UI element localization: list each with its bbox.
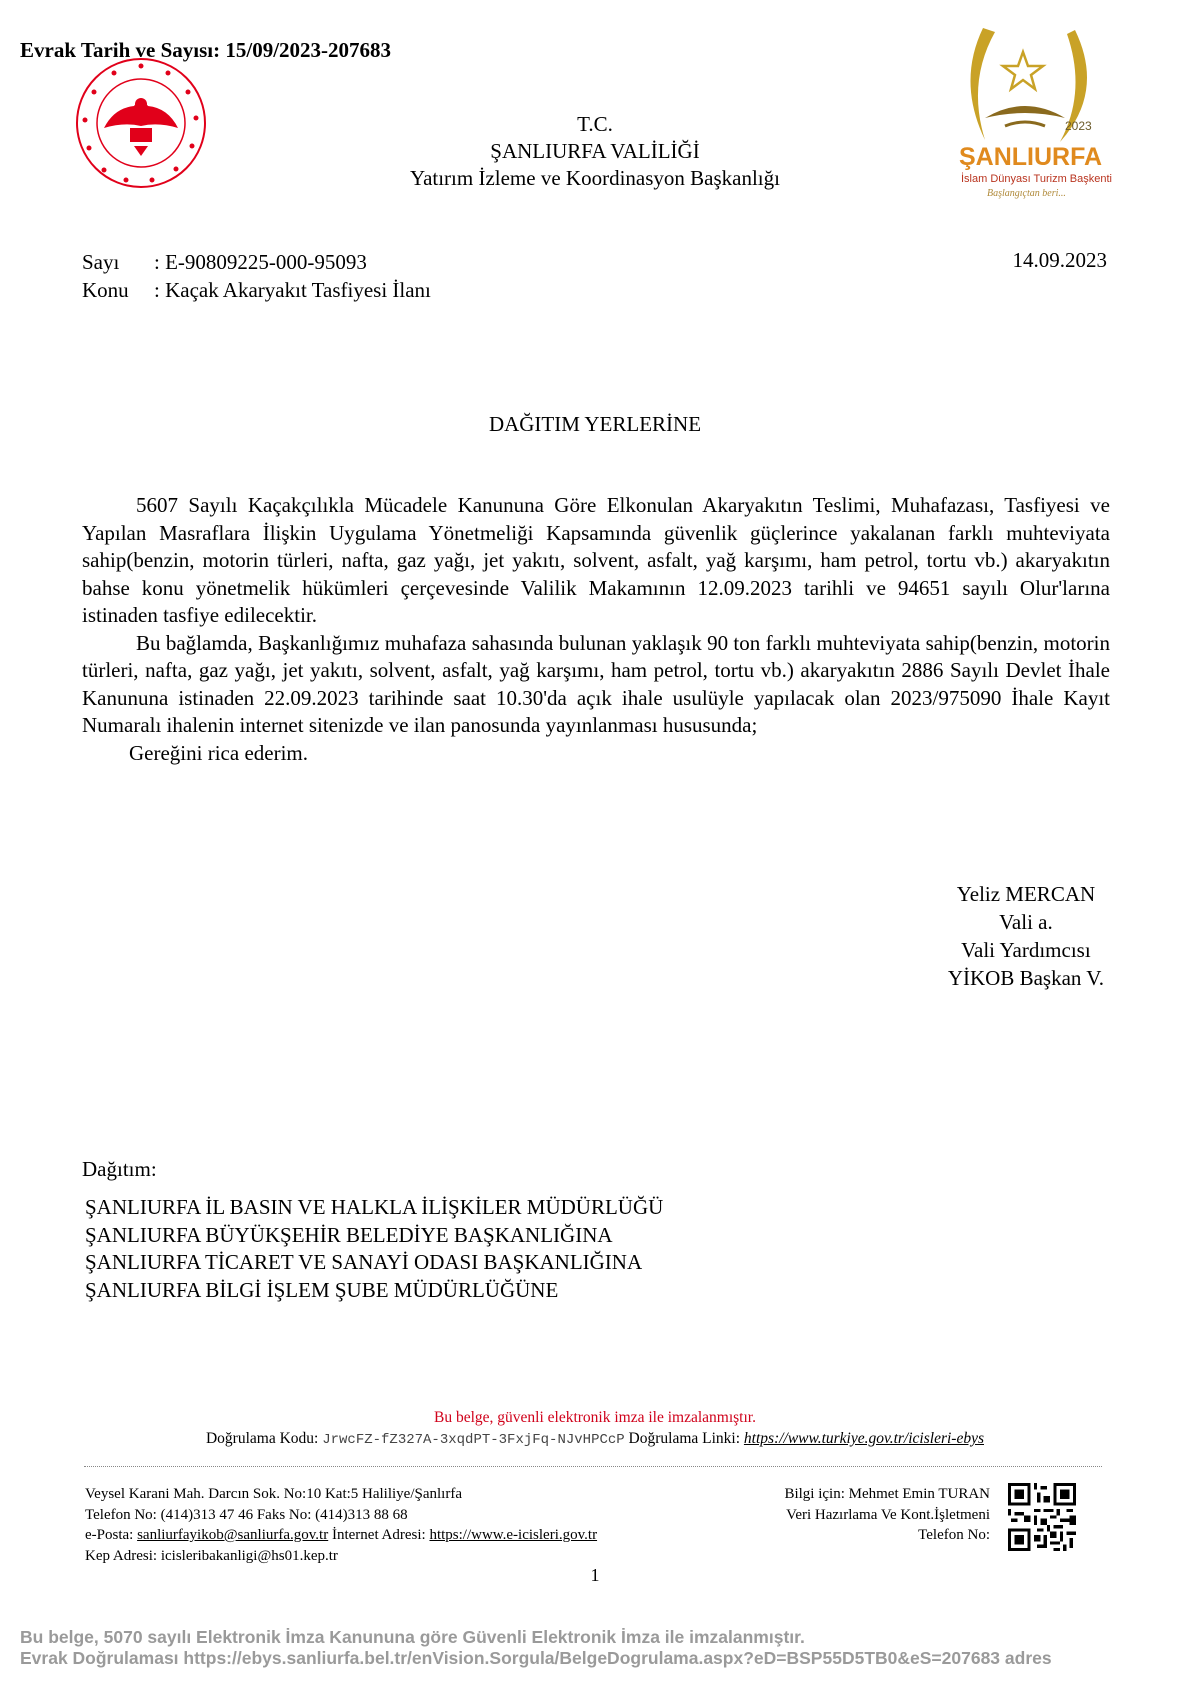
signer-role: YİKOB Başkan V. [947,966,1104,990]
stamp-line-1: Bu belge, 5070 sayılı Elektronik İmza Kanununa göre Güvenli Elektronik İmza ile imzalanmıştır. [20,1627,805,1647]
phone-fax: Telefon No: (414)313 47 46 Faks No: (414)313 88 68 [85,1506,408,1523]
contact-block [784,1484,990,1546]
logo-year: 2023 [1065,119,1092,133]
document-date: 14.09.2023 [1012,248,1107,272]
body-paragraph-1: 5607 Sayılı Kaçakçılıkla Mücadele Kanununa Göre Elkonulan Akaryakıtın Teslimi, Muhafazası, Tasfiyesi ve Yapılan Masraflara İlişkin Uygulama Yönetmeliği Kapsamında güvenlik güçlerince yakalanan farklı muhteviyata sahip(benzin, motorin türleri, nafta, gaz yağı, jet yakıtı, solvent, asfalt, yağ karşımı, ham petrol, tortu vb.) akaryakıtın bahse konu yönetmelik hükümleri çerçevesinde Valilik Makamının 12.09.2023 tarihli ve 94651 sayılı Olur'larına istinaden tasfiye edilecektir. [82,493,1110,627]
signer-line-2: Vali a. [999,910,1053,934]
verify-link-label: Doğrulama Linki: [628,1430,741,1447]
logo-name: ŞANLIURFA [959,143,1103,171]
web-link[interactable]: https://www.e-icisleri.gov.tr [429,1527,598,1543]
header-tc: T.C. [577,112,613,136]
page-number: 1 [590,1565,600,1585]
e-signature-note: Bu belge, güvenli elektronik imza ile imzalanmıştır. [434,1409,756,1426]
header-governorship: ŞANLIURFA VALİLİĞİ [490,139,700,163]
logo-slogan: Başlangıçtan beri... [987,188,1066,199]
sayi-value: : E-90809225-000-95093 [154,250,367,274]
sayi-label: Sayı [82,250,120,274]
kep-address: Kep Adresi: icisleribakanligi@hs01.kep.tr [85,1547,338,1564]
distribution-item: ŞANLIURFA TİCARET VE SANAYİ ODASI BAŞKANLIĞINA [85,1250,643,1274]
verify-code: JrwcFZ-fZ327A-3xqdPT-3FxjFq-NJvHPCcP [322,1432,625,1448]
konu-label: Konu [82,278,129,302]
e-signature-stamp [20,1627,1052,1669]
footer-divider [84,1466,1102,1467]
document-body [82,492,1110,767]
email-link[interactable]: sanliurfayikob@sanliurfa.gov.tr [137,1527,329,1543]
body-closing: Gereğini rica ederim. [129,740,308,765]
header-department: Yatırım İzleme ve Koordinasyon Başkanlığı [410,166,780,190]
konu-value: : Kaçak Akaryakıt Tasfiyesi İlanı [154,278,431,302]
signer-name: Yeliz MERCAN [956,882,1096,906]
verification-line [0,1430,1190,1448]
address-block [85,1484,597,1566]
evrak-date-number: Evrak Tarih ve Sayısı: 15/09/2023-207683 [20,38,392,62]
distribution-item: ŞANLIURFA BİLGİ İŞLEM ŞUBE MÜDÜRLÜĞÜNE [85,1277,559,1302]
signature-block [948,880,1104,992]
contact-title: Veri Hazırlama Ve Kont.İşletmeni [786,1506,990,1523]
stamp-line-2: Evrak Doğrulaması https://ebys.sanliurfa.bel.tr/enVision.Sorgula/BelgeDogrulama.aspx?eD=BSP55D5TB0&eS=207683 adres [20,1648,1052,1668]
address: Veysel Karani Mah. Darcın Sok. No:10 Kat:5 Haliliye/Şanlırfa [85,1486,462,1502]
web-label: İnternet Adresi: [331,1527,426,1543]
contact-phone: Telefon No: [918,1527,990,1543]
distribution-label: Dağıtım: [82,1157,157,1181]
distribution-list [85,1194,663,1304]
verify-link[interactable]: https://www.turkiye.gov.tr/icisleri-ebys [743,1430,984,1447]
distribution-item: ŞANLIURFA BÜYÜKŞEHİR BELEDİYE BAŞKANLIĞINA [85,1222,613,1247]
document-header [0,111,1190,192]
body-paragraph-2: Bu bağlamda, Başkanlığımız muhafaza sahasında bulunan yaklaşık 90 ton farklı muhteviyata sahip(benzin, motorin türleri, nafta, gaz yağı, jet yakıtı, solvent, asfalt, yağ karşımı, ham petrol, tortu vb.) akaryakıtın 2886 Sayılı Devlet İhale Kanununa istinaden 22.09.2023 tarihinde saat 10.30'da açık ihale usulüyle yapılacak olan 2023/975090 İhale Kayıt Numaralı ihalenin internet sitenizde ve ilan panosunda yayınlanması hususunda; [82,630,1110,737]
signer-title: Vali Yardımcısı [961,938,1091,962]
recipient-heading: DAĞITIM YERLERİNE [488,412,702,436]
email-label: e-Posta: [85,1527,134,1543]
qr-code-icon [1008,1483,1076,1551]
document-meta [82,248,431,304]
email-web-line [85,1525,597,1546]
contact-person: Bilgi için: Mehmet Emin TURAN [784,1486,990,1502]
distribution-item: ŞANLIURFA İL BASIN VE HALKLA İLİŞKİLER MÜDÜRLÜĞÜ [85,1195,664,1219]
logo-tagline: İslam Dünyası Turizm Başkenti [961,173,1112,185]
verify-code-label: Doğrulama Kodu: [205,1430,319,1447]
